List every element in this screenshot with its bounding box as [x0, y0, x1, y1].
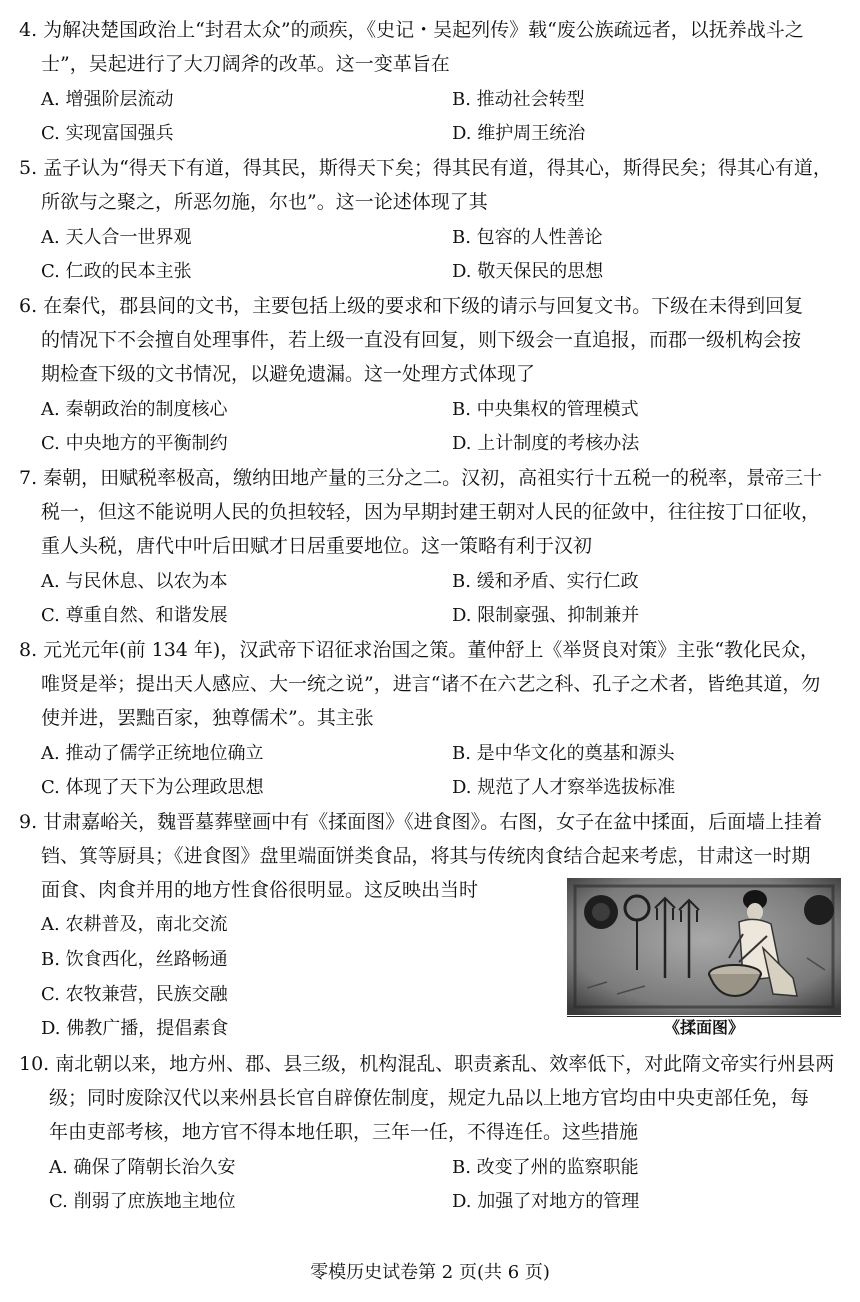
q4-line-2: 士”，吴起进行了大刀阔斧的改革。这一变革旨在 [41, 53, 450, 75]
q9-option-c[interactable]: C. 农牧兼营，民族交融 [41, 984, 228, 1005]
q6-option-d[interactable]: D. 上计制度的考核办法 [452, 433, 640, 454]
q4-option-a[interactable]: A. 增强阶层流动 [41, 89, 174, 110]
q7-option-c[interactable]: C. 尊重自然、和谐发展 [41, 605, 228, 626]
q8-option-a[interactable]: A. 推动了儒学正统地位确立 [41, 743, 264, 764]
q5-option-b[interactable]: B. 包容的人性善论 [452, 227, 603, 248]
q8-option-d[interactable]: D. 规范了人才察举选拔标准 [452, 777, 676, 798]
q7-line-1: 7. 秦朝，田赋税率极高，缴纳田地产量的三分之二。汉初，高祖实行十五税一的税率，景帝三十 [19, 467, 823, 489]
q7-line-2: 税一，但这不能说明人民的负担较轻，因为早期封建王朝对人民的征敛中，往往按丁口征收， [41, 501, 821, 523]
q6-option-c[interactable]: C. 中央地方的平衡制约 [41, 433, 228, 454]
q8-option-c[interactable]: C. 体现了天下为公理政思想 [41, 777, 264, 798]
page-footer: 零模历史试卷第 2 页(共 6 页) [310, 1262, 550, 1283]
q9-line-2: 铛、箕等厨具；《进食图》盘里端面饼类食品，将其与传统肉食结合起来考虑，甘肃这一时期 [41, 845, 811, 867]
q10-option-d[interactable]: D. 加强了对地方的管理 [452, 1191, 640, 1212]
q5-line-1: 5. 孟子认为“得天下有道，得其民，斯得天下矣；得其民有道，得其心，斯得民矣；得其心有道， [19, 157, 832, 179]
figure-caption: 《揉面图》 [567, 1016, 841, 1039]
q6-line-1: 6. 在秦代，郡县间的文书，主要包括上级的要求和下级的请示与回复文书。下级在未得到回复 [19, 295, 804, 317]
q7-option-a[interactable]: A. 与民休息、以农为本 [41, 571, 228, 592]
q9-line-1: 9. 甘肃嘉峪关，魏晋墓葬壁画中有《揉面图》《进食图》。右图，女子在盆中揉面，后面墙上挂着 [19, 811, 823, 833]
q8-line-2: 唯贤是举；提出天人感应、大一统之说”，进言“诸不在六艺之科、孔子之术者，皆绝其道，勿 [41, 673, 821, 695]
q5-option-a[interactable]: A. 天人合一世界观 [41, 227, 192, 248]
q4-option-c[interactable]: C. 实现富国强兵 [41, 123, 174, 144]
q5-option-d[interactable]: D. 敬天保民的思想 [452, 261, 604, 282]
q7-option-d[interactable]: D. 限制豪强、抑制兼并 [452, 605, 640, 626]
q8-line-1: 8. 元光元年(前 134 年)，汉武帝下诏征求治国之策。董仲舒上《举贤良对策》主张“教化民众， [19, 639, 820, 661]
q10-option-c[interactable]: C. 削弱了庶族地主地位 [49, 1191, 236, 1212]
q9-option-a[interactable]: A. 农耕普及，南北交流 [41, 914, 228, 935]
q4-option-d[interactable]: D. 维护周王统治 [452, 123, 586, 144]
q6-option-b[interactable]: B. 中央集权的管理模式 [452, 399, 639, 420]
q7-option-b[interactable]: B. 缓和矛盾、实行仁政 [452, 571, 639, 592]
q5-option-c[interactable]: C. 仁政的民本主张 [41, 261, 192, 282]
q10-option-a[interactable]: A. 确保了隋朝长治久安 [49, 1157, 236, 1178]
q10-line-2: 级；同时废除汉代以来州县长官自辟僚佐制度，规定九品以上地方官均由中央吏部任免，每 [49, 1087, 810, 1109]
q10-line-1: 10. 南北朝以来，地方州、郡、县三级，机构混乱、职责紊乱、效率低下，对此隋文帝实行州县两 [19, 1053, 835, 1075]
mural-image [567, 878, 841, 1015]
q5-line-2: 所欲与之聚之，所恶勿施，尔也”。这一论述体现了其 [41, 191, 488, 213]
q6-option-a[interactable]: A. 秦朝政治的制度核心 [41, 399, 228, 420]
q8-option-b[interactable]: B. 是中华文化的奠基和源头 [452, 743, 675, 764]
q9-option-b[interactable]: B. 饮食西化，丝路畅通 [41, 949, 228, 970]
q9-line-3: 面食、肉食并用的地方性食俗很明显。这反映出当时 [41, 879, 479, 901]
q6-line-3: 期检查下级的文书情况，以避免遗漏。这一处理方式体现了 [41, 363, 536, 385]
q4-option-b[interactable]: B. 推动社会转型 [452, 89, 585, 110]
q8-line-3: 使并进，罢黜百家，独尊儒术”。其主张 [41, 707, 374, 729]
q4-line-1: 4. 为解决楚国政治上“封君太众”的顽疾，《史记・吴起列传》载“废公族疏远者，以抚养战斗之 [19, 19, 804, 41]
q7-line-3: 重人头税，唐代中叶后田赋才日居重要地位。这一策略有利于汉初 [41, 535, 593, 557]
q9-option-d[interactable]: D. 佛教广播，提倡素食 [41, 1018, 229, 1039]
q6-line-2: 的情况下不会擅自处理事件，若上级一直没有回复，则下级会一直追报，而郡一级机构会按 [41, 329, 802, 351]
q10-line-3: 年由吏部考核，地方官不得本地任职，三年一任，不得连任。这些措施 [49, 1121, 639, 1143]
q10-option-b[interactable]: B. 改变了州的监察职能 [452, 1157, 639, 1178]
